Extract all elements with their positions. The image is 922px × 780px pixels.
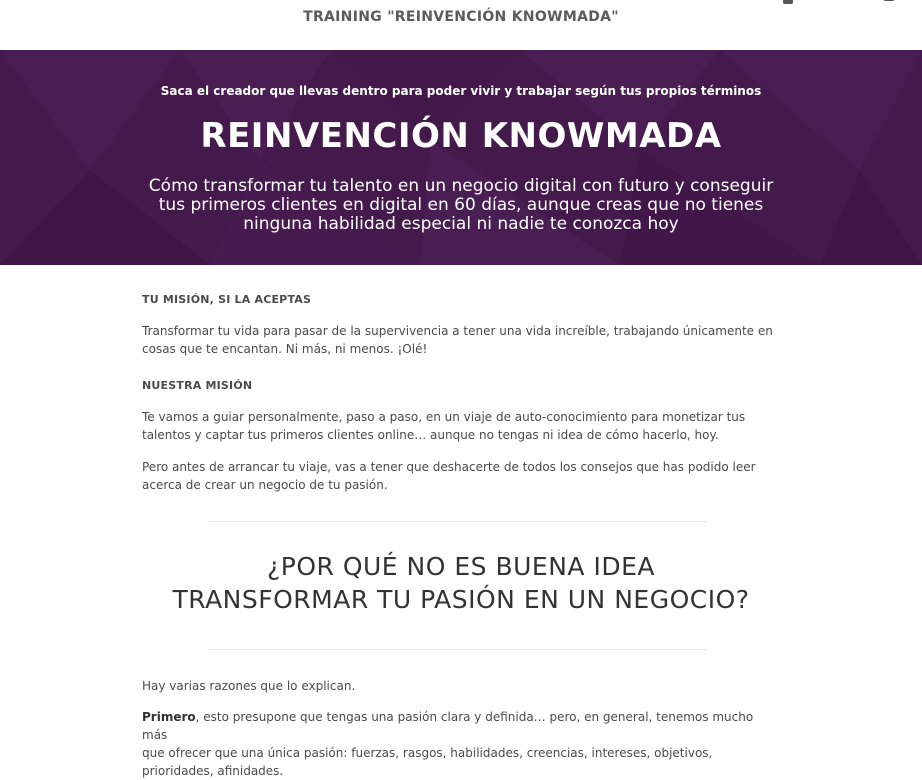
menu-icon[interactable]: [884, 0, 894, 1]
paragraph-line: acerca de crear un negocio de tu pasión.: [142, 478, 388, 492]
paragraph-line: [142, 708, 782, 744]
top-bar: [0, 0, 922, 50]
hero-title: REINVENCIÓN KNOWMADA: [200, 116, 722, 156]
our-mission-paragraph-1: [142, 408, 782, 444]
our-mission-heading: NUESTRA MISIÓN: [142, 379, 253, 392]
hero-subtitle-line: ninguna habilidad especial ni nadie te conozca hoy: [243, 214, 679, 234]
paragraph-line: prioridades, afinidades.: [142, 764, 284, 778]
paragraph-line: que ofrecer que una única pasión: fuerzas, rasgos, habilidades, creencias, intereses, objetivos,: [142, 746, 713, 760]
why-intro: Hay varias razones que lo explican.: [142, 679, 356, 693]
hero-tagline: Saca el creador que llevas dentro para poder vivir y trabajar según tus propios términos: [160, 84, 762, 98]
first-text: , esto presupone que tengas una pasión clara y definida… pero, en general, tenemos mucho más: [142, 710, 754, 742]
paragraph-line: cosas que te encantan. Ni más, ni menos. ¡Olé!: [142, 342, 428, 356]
our-mission-paragraph-2: [142, 458, 782, 494]
paragraph-line: Te vamos a guiar personalmente, paso a paso, en un viaje de auto-conocimiento para monetizar tus: [142, 410, 746, 424]
section-heading: [0, 550, 922, 616]
page-title: TRAINING "REINVENCIÓN KNOWMADA": [303, 9, 619, 25]
mission-heading: TU MISIÓN, SI LA ACEPTAS: [142, 293, 312, 306]
why-first-paragraph: [142, 708, 782, 780]
divider-bottom: [209, 649, 707, 650]
hero-subtitle-line: tus primeros clientes en digital en 60 días, aunque creas que no tienes: [158, 195, 764, 215]
section-heading-line: TRANSFORMAR TU PASIÓN EN UN NEGOCIO?: [172, 585, 750, 614]
paragraph-line: Transformar tu vida para pasar de la supervivencia a tener una vida increíble, trabajando únicamente en: [142, 324, 773, 338]
first-bold: Primero: [142, 710, 196, 724]
paragraph-line: Pero antes de arrancar tu viaje, vas a tener que deshacerte de todos los consejos que has podido leer: [142, 460, 756, 474]
hero-banner: [0, 50, 922, 265]
mission-paragraph: [142, 322, 782, 358]
section-heading-line: ¿POR QUÉ NO ES BUENA IDEA: [266, 552, 655, 581]
hero-subtitle: [106, 177, 816, 234]
paragraph-line: talentos y captar tus primeros clientes online… aunque no tengas ni idea de cómo hacerlo, hoy.: [142, 428, 719, 442]
cart-icon[interactable]: [783, 0, 793, 4]
divider-top: [209, 521, 707, 522]
hero-subtitle-line: Cómo transformar tu talento en un negocio digital con futuro y conseguir: [148, 176, 774, 196]
